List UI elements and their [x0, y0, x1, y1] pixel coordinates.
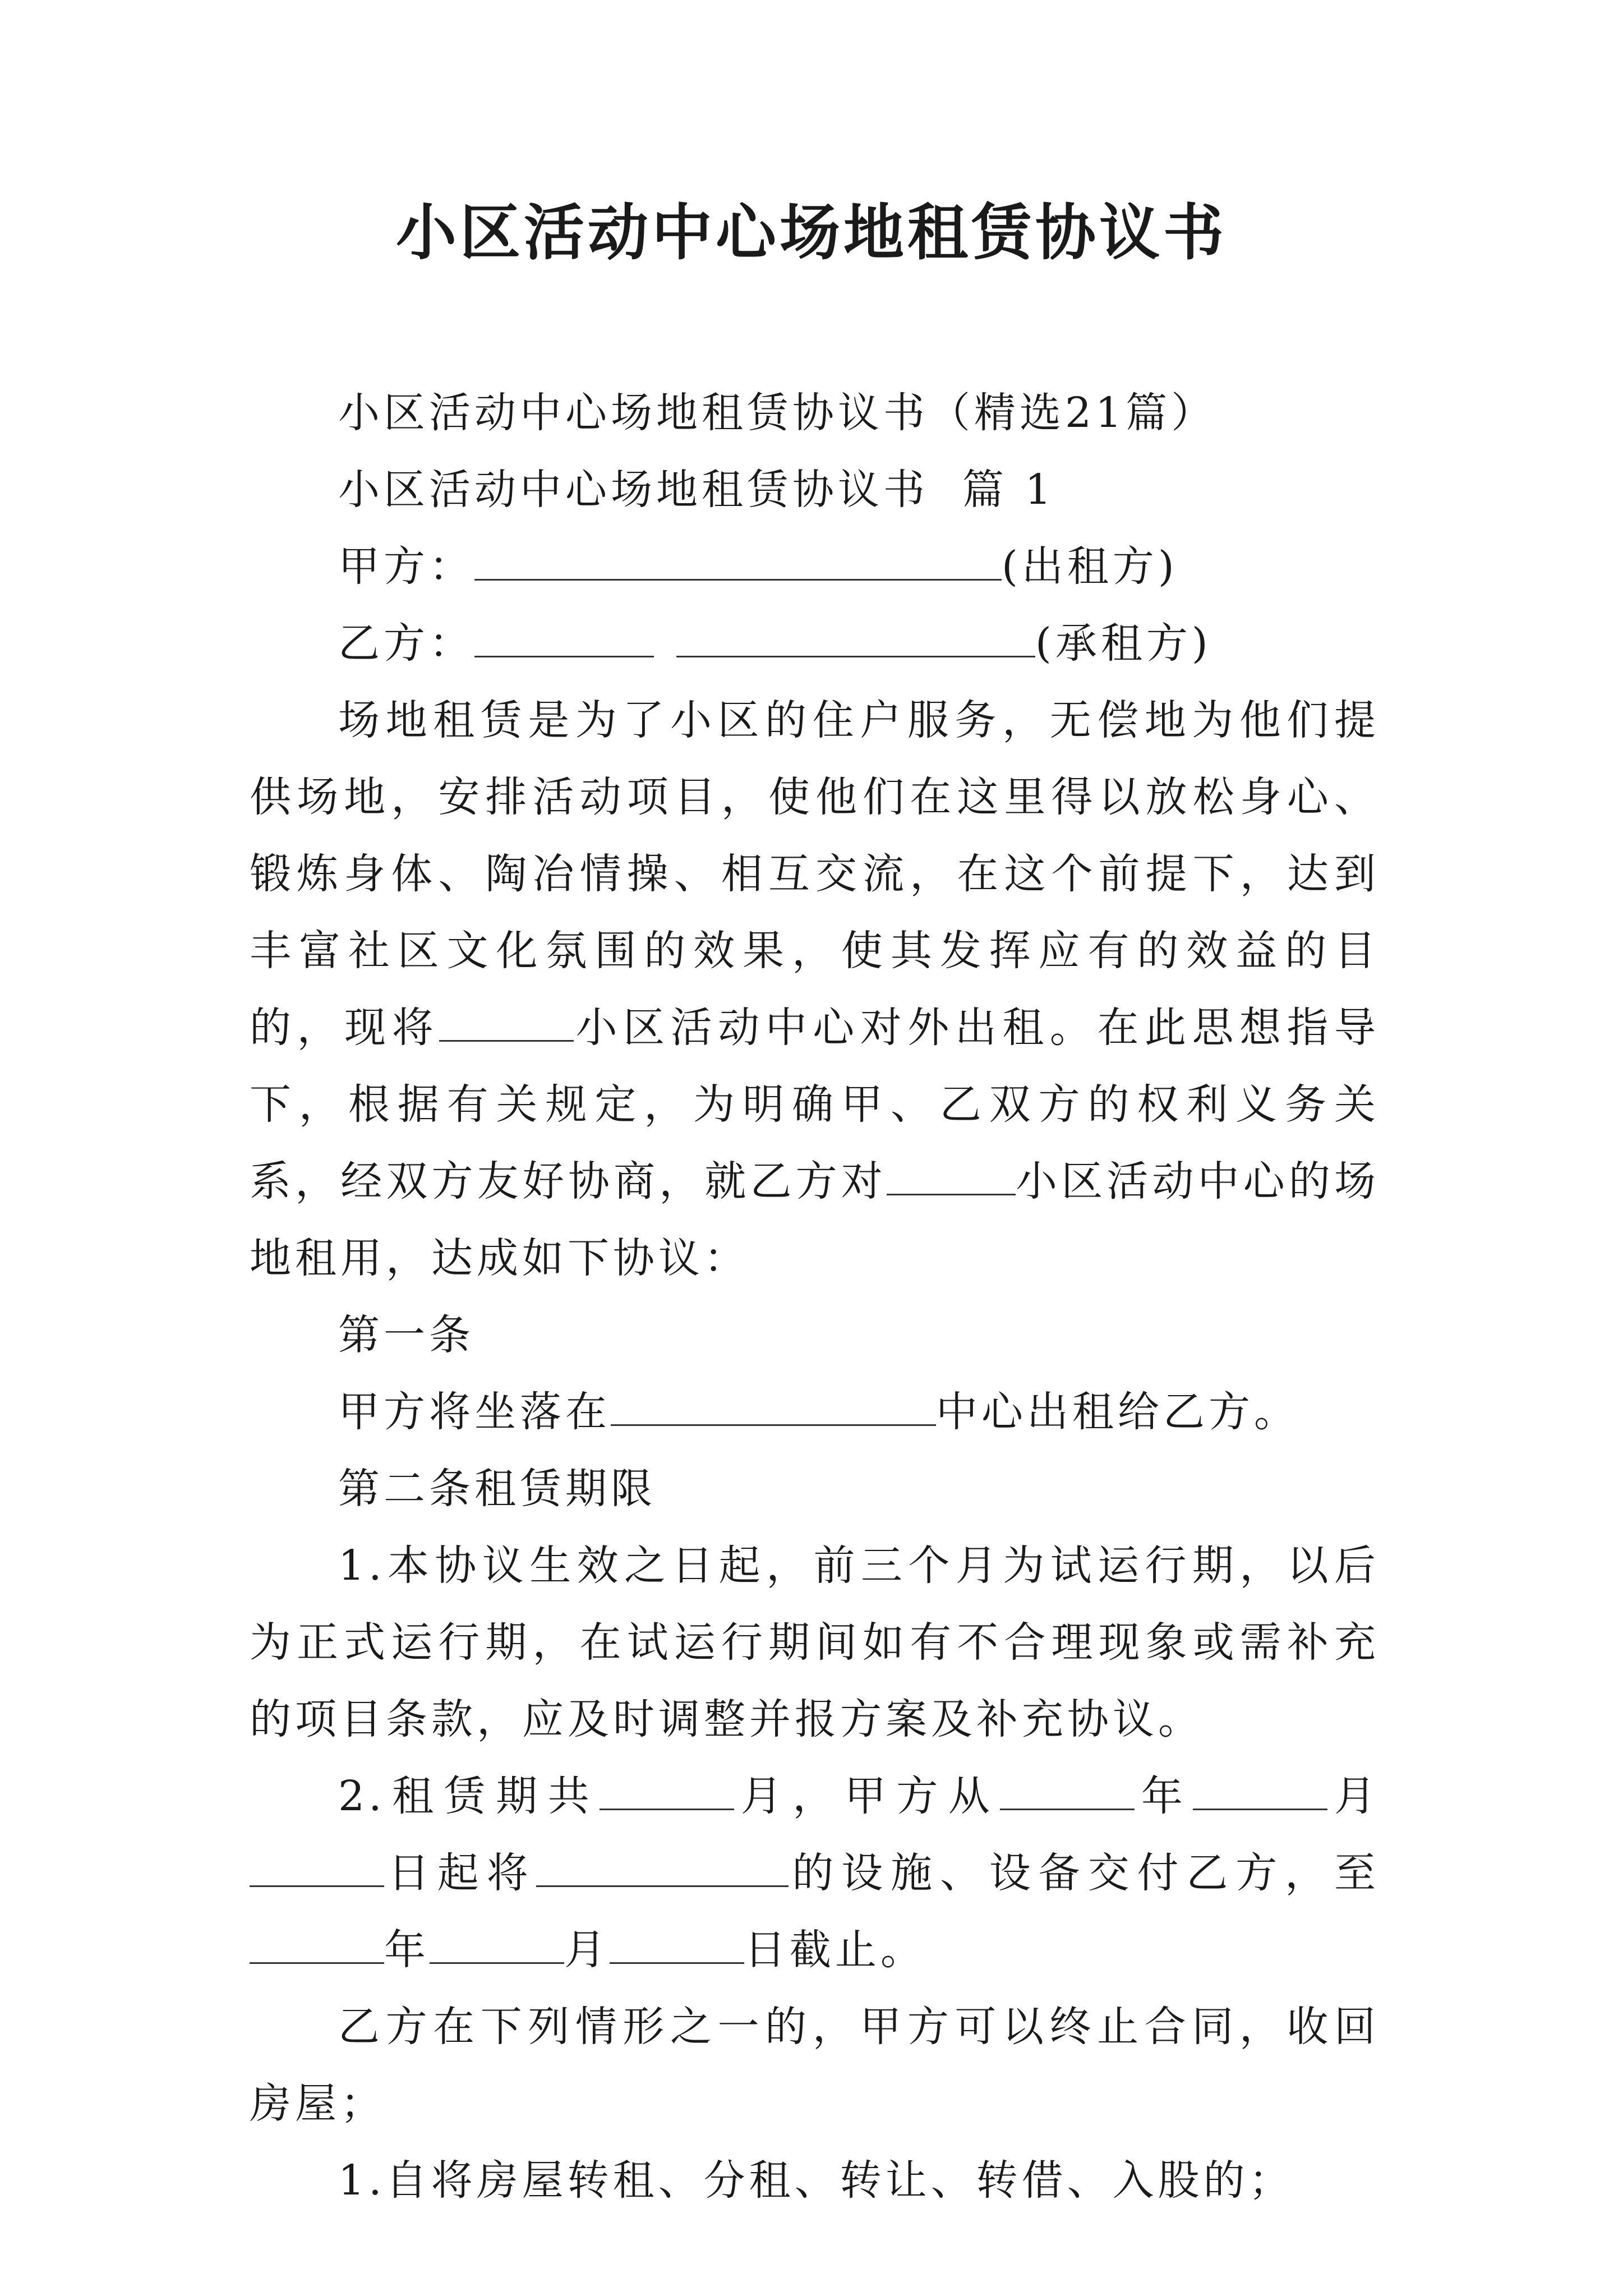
party-b-blank-2[interactable]: [676, 619, 1035, 657]
clause-2-text-c: 年: [1135, 1772, 1193, 1820]
location-blank[interactable]: [611, 1387, 936, 1426]
intro-paragraph: [250, 682, 1380, 1297]
subtitle-line: [250, 375, 1380, 452]
article-1-pre: 甲方将坐落在: [338, 1388, 611, 1436]
section-heading-text: 小区活动中心场地租赁协议书: [338, 466, 929, 514]
facility-blank[interactable]: [536, 1848, 789, 1887]
clause-2: [250, 1758, 1380, 1989]
party-a-role: (出租方): [1002, 542, 1178, 591]
start-day-blank[interactable]: [250, 1848, 384, 1887]
clause-2-text-d: 月: [1327, 1772, 1380, 1820]
intro-text-1: 场地租赁是为了小区的住户服务，无偿地为他们提供场地，安排活动项目，使他们在这里得以放松身心、锻炼身体、陶冶情操、相互交流，在这个前提下，达到丰富社区文化氛围的效果，使其发挥应有的效益的目的，现将: [250, 696, 1380, 1052]
clause-2-text-g: 年: [384, 1926, 430, 1974]
months-blank[interactable]: [600, 1772, 734, 1810]
party-b-label: 乙方：: [338, 619, 474, 668]
clause-2-text-b: 月，甲方从: [734, 1772, 1000, 1820]
end-day-blank[interactable]: [610, 1925, 744, 1964]
article-1-heading: 第一条: [338, 1311, 474, 1359]
party-a-label: 甲方：: [338, 542, 474, 591]
party-b-line: [250, 605, 1380, 682]
intro-text-3: 小区活动中心的场地租用，达成如下协议：: [250, 1157, 1380, 1282]
start-year-blank[interactable]: [1000, 1772, 1135, 1810]
article-2-heading: 第二条租赁期限: [338, 1465, 656, 1513]
party-a-blank[interactable]: [474, 542, 1002, 581]
start-month-blank[interactable]: [1193, 1772, 1327, 1810]
termination-item-1: 1.自将房屋转租、分租、转让、转借、入股的；: [338, 2156, 1294, 2205]
end-year-blank[interactable]: [250, 1925, 384, 1964]
community-name-blank-2[interactable]: [887, 1157, 1016, 1195]
article-1-text: [250, 1374, 1380, 1451]
document-title: 小区活动中心场地租赁协议书: [395, 197, 1227, 268]
article-1-post: 中心出租给乙方。: [936, 1388, 1299, 1436]
subtitle: 小区活动中心场地租赁协议书（精选21篇）: [338, 389, 1217, 437]
intro-text-2: 小区活动中心对外出租。在此思想指导下，根据有关规定，为明确甲、乙双方的权利义务关系，经双方友好协商，就乙方对: [250, 1004, 1380, 1205]
party-b-role: (承租方): [1035, 619, 1212, 668]
end-month-blank[interactable]: [430, 1925, 564, 1964]
clause-2-text-i: 日截止。: [744, 1926, 926, 1974]
document-body: [250, 375, 1380, 2219]
clause-2-text-f: 的设施、设备交付乙方，至: [788, 1849, 1380, 1897]
clause-2-text-h: 月: [564, 1926, 610, 1974]
clause-2-text-e: 日起将: [384, 1849, 536, 1897]
party-b-blank-1[interactable]: [474, 619, 654, 657]
clause-1: 1.本协议生效之日起，前三个月为试运行期，以后为正式运行期，在试运行期间如有不合理现象或需补充的项目条款，应及时调整并报方案及补充协议。: [250, 1542, 1380, 1743]
section-heading: [250, 452, 1380, 528]
community-name-blank[interactable]: [439, 1003, 574, 1042]
clause-2-text-a: 2.租赁期共: [338, 1772, 600, 1820]
termination-intro: 乙方在下列情形之一的，甲方可以终止合同，收回房屋；: [250, 2003, 1380, 2128]
party-a-line: [250, 528, 1380, 605]
section-heading-number: 篇 1: [962, 466, 1055, 514]
